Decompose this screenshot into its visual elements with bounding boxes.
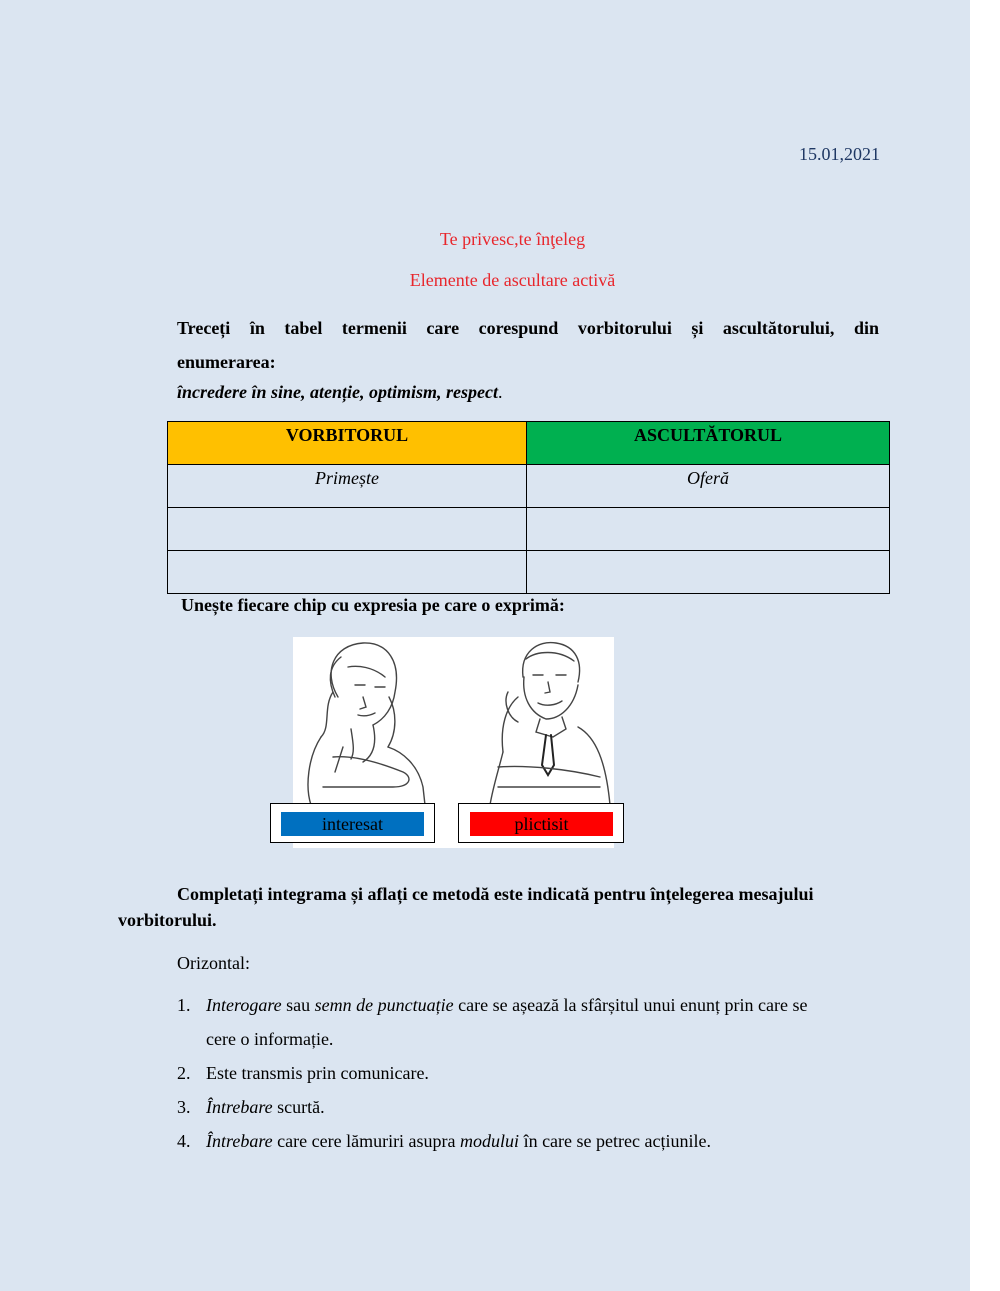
terms-list (177, 379, 502, 405)
roles-table (167, 421, 890, 594)
subheader-primeste: Primește (168, 465, 527, 508)
header-ascultatorul: ASCULTĂTORUL (527, 422, 890, 465)
clue-list (177, 988, 880, 1158)
interested-face-drawing (478, 637, 614, 807)
table-instruction-line1: Treceți în tabel termenii care corespund vorbitorului și ascultătorului, din (177, 318, 879, 338)
list-item: 4. Întrebare care cere lămuriri asupra modului în care se petrec acțiunile. (177, 1131, 711, 1151)
bored-face-drawing (293, 637, 453, 807)
subheader-ofera: Oferă (527, 465, 890, 508)
list-item: 3. Întrebare scurtă. (177, 1097, 325, 1117)
crossword-instruction-line1: Completați integrama și aflați ce metodă este indicată pentru înțelegerea mesajului (177, 884, 814, 904)
table-instruction-line2: enumerarea: (177, 352, 276, 372)
answer-cell-ascultator-1[interactable] (527, 508, 890, 551)
table-row (168, 508, 890, 551)
terms-text: încredere în sine, atenție, optimism, respect (177, 382, 498, 402)
terms-end: . (497, 382, 503, 402)
page-subtitle: Elemente de ascultare activă (409, 270, 616, 290)
chip-plictisit-label: plictisit (470, 812, 613, 836)
match-instruction: Unește fiecare chip cu expresia pe care o exprimă: (181, 595, 565, 615)
list-item: 1. Interogare sau semn de punctuație care se așează la sfârșitul unui enunț prin care se (177, 995, 808, 1015)
page-title: Te privesc,te înţeleg (439, 229, 586, 249)
answer-cell-ascultator-2[interactable] (527, 551, 890, 594)
header-vorbitorul: VORBITORUL (168, 422, 527, 465)
orizontal-label: Orizontal: (177, 953, 250, 973)
table-row (168, 551, 890, 594)
list-item-continuation: cere o informație. (206, 1029, 334, 1049)
crossword-instruction-line2: vorbitorului. (118, 910, 217, 930)
chip-interesat-label: interesat (281, 812, 424, 836)
list-item: 2. Este transmis prin comunicare. (177, 1063, 429, 1083)
answer-cell-vorbitor-1[interactable] (168, 508, 527, 551)
answer-cell-vorbitor-2[interactable] (168, 551, 527, 594)
date: 15.01,2021 (799, 144, 880, 164)
chip-plictisit[interactable] (458, 803, 624, 843)
chip-interesat[interactable] (270, 803, 435, 843)
